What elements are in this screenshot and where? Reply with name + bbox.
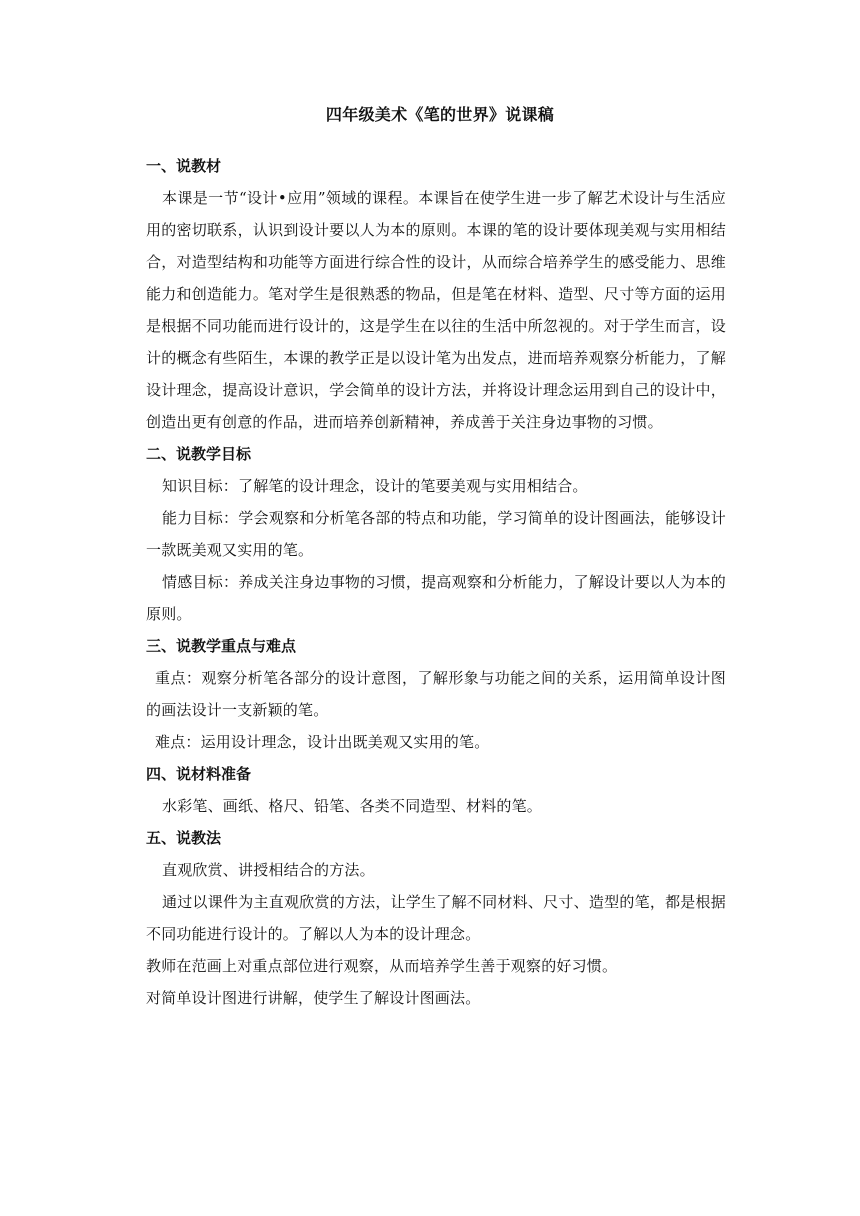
paragraph: 对简单设计图进行讲解，使学生了解设计图画法。	[146, 989, 481, 1007]
paragraph: 知识目标：了解笔的设计理念，设计的笔要美观与实用相结合。	[162, 477, 588, 495]
paragraph: 通过以课件为主直观欣赏的方法，让学生了解不同材料、尺寸、造型的笔，都是根据不同功能进行设计的。了解以人为本的设计理念。	[146, 893, 726, 943]
paragraph: 情感目标：养成关注身边事物的习惯，提高观察和分析能力，了解设计要以人为本的原则。	[146, 573, 726, 623]
document-body	[146, 150, 726, 1014]
paragraph: 教师在范画上对重点部位进行观察，从而培养学生善于观察的好习惯。	[146, 957, 618, 975]
document-title: 四年级美术《笔的世界》说课稿	[325, 105, 555, 124]
section-heading-objectives: 二、说教学目标	[146, 445, 252, 463]
paragraph: 重点：观察分析笔各部分的设计意图，了解形象与功能之间的关系，运用简单设计图的画法设计一支新颖的笔。	[146, 669, 726, 719]
paragraph: 水彩笔、画纸、格尺、铅笔、各类不同造型、材料的笔。	[162, 797, 543, 815]
section-heading-textbook: 一、说教材	[146, 157, 222, 175]
section-heading-materials: 四、说材料准备	[146, 765, 252, 783]
paragraph: 难点：运用设计理念，设计出既美观又实用的笔。	[155, 733, 490, 751]
paragraph: 本课是一节“设计•应用”领域的课程。本课旨在使学生进一步了解艺术设计与生活应用的密切联系，认识到设计要以人为本的原则。本课的笔的设计要体现美观与实用相结合，对造型结构和功能等方面进行综合性的设计，从而综合培养学生的感受能力、思维能力和创造能力。笔对学生是很熟悉的物品，但是笔在材料、造型、尺寸等方面的运用是根据不同功能而进行设计的，这是学生在以往的生活中所忽视的。对于学生而言，设计的概念有些陌生，本课的教学正是以设计笔为出发点，进而培养观察分析能力，了解设计理念，提高设计意识，学会简单的设计方法，并将设计理念运用到自己的设计中，创造出更有创意的作品，进而培养创新精神，养成善于关注身边事物的习惯。	[146, 189, 726, 431]
section-heading-teaching-method: 五、说教法	[146, 829, 222, 847]
paragraph: 能力目标：学会观察和分析笔各部的特点和功能，学习简单的设计图画法，能够设计一款既美观又实用的笔。	[146, 509, 726, 559]
section-heading-key-points: 三、说教学重点与难点	[146, 637, 297, 655]
paragraph: 直观欣赏、讲授相结合的方法。	[162, 861, 375, 879]
